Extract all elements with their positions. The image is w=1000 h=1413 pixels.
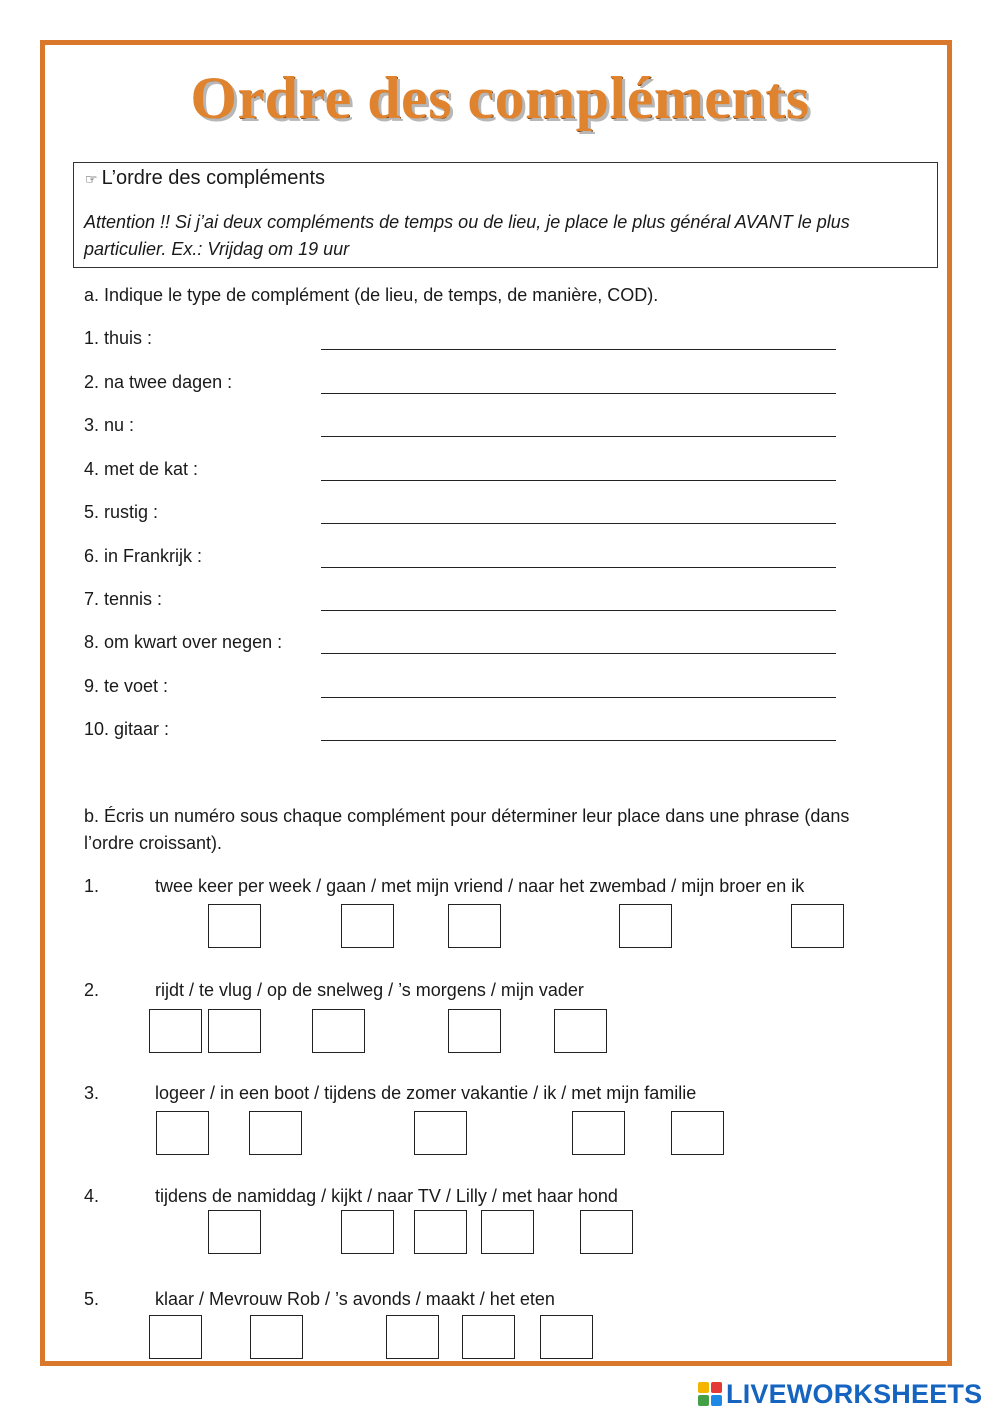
exercise-sentence: twee keer per week / gaan / met mijn vriend / naar het zwembad / mijn broer en ik — [155, 876, 805, 896]
section-a-item-label: 1. thuis : — [84, 328, 153, 348]
section-a-item-label: 2. na twee dagen : — [84, 372, 233, 392]
order-input-box[interactable] — [462, 1315, 515, 1359]
order-input-box[interactable] — [341, 904, 394, 948]
rule-note-body: Attention !! Si j’ai deux compléments de temps ou de lieu, je place le plus général AVANT le plus particulier. Ex.: Vrijdag om 19 uur — [84, 212, 850, 259]
answer-line-8[interactable] — [321, 653, 836, 654]
order-input-box[interactable] — [386, 1315, 439, 1359]
order-input-box[interactable] — [540, 1315, 593, 1359]
section-a-item-label: 9. te voet : — [84, 676, 169, 696]
order-input-box[interactable] — [671, 1111, 724, 1155]
order-input-box[interactable] — [448, 1009, 501, 1053]
order-input-box[interactable] — [414, 1210, 467, 1254]
order-input-box[interactable] — [554, 1009, 607, 1053]
order-input-box[interactable] — [208, 1009, 261, 1053]
answer-line-7[interactable] — [321, 610, 836, 611]
section-a-item-label: 8. om kwart over negen : — [84, 632, 283, 652]
answer-line-3[interactable] — [321, 436, 836, 437]
answer-line-4[interactable] — [321, 480, 836, 481]
order-input-box[interactable] — [208, 1210, 261, 1254]
order-input-box[interactable] — [249, 1111, 302, 1155]
answer-line-9[interactable] — [321, 697, 836, 698]
order-input-box[interactable] — [481, 1210, 534, 1254]
section-a-item-label: 4. met de kat : — [84, 459, 199, 479]
pointing-hand-icon: ☞ — [85, 171, 98, 187]
order-input-box[interactable] — [580, 1210, 633, 1254]
liveworksheets-logo — [698, 1378, 982, 1410]
order-input-box[interactable] — [250, 1315, 303, 1359]
section-b-instruction: b. Écris un numéro sous chaque complément pour déterminer leur place dans une phrase (dans l’ordre croissant). — [84, 806, 850, 853]
logo-grid-icon — [698, 1382, 722, 1406]
order-input-box[interactable] — [341, 1210, 394, 1254]
section-a-item-label: 7. tennis : — [84, 589, 163, 609]
exercise-number: 4. — [84, 1186, 100, 1206]
order-input-box[interactable] — [619, 904, 672, 948]
section-a-item-label: 3. nu : — [84, 415, 135, 435]
rule-note-heading-text: L’ordre des compléments — [101, 167, 326, 189]
exercise-number: 1. — [84, 876, 100, 896]
exercise-sentence: klaar / Mevrouw Rob / ’s avonds / maakt / het eten — [155, 1289, 555, 1309]
order-input-box[interactable] — [414, 1111, 467, 1155]
answer-line-1[interactable] — [321, 349, 836, 350]
order-input-box[interactable] — [791, 904, 844, 948]
exercise-number: 5. — [84, 1289, 100, 1309]
section-a-item-label: 6. in Frankrijk : — [84, 546, 203, 566]
section-a-item-label: 10. gitaar : — [84, 719, 170, 739]
order-input-box[interactable] — [156, 1111, 209, 1155]
exercise-number: 3. — [84, 1083, 100, 1103]
page-title: Ordre des compléments — [190, 65, 810, 131]
order-input-box[interactable] — [149, 1009, 202, 1053]
exercise-sentence: rijdt / te vlug / op de snelweg / ’s morgens / mijn vader — [155, 980, 584, 1000]
order-input-box[interactable] — [572, 1111, 625, 1155]
logo-text: LIVEWORKSHEETS — [726, 1378, 983, 1409]
order-input-box[interactable] — [208, 904, 261, 948]
answer-line-5[interactable] — [321, 523, 836, 524]
order-input-box[interactable] — [149, 1315, 202, 1359]
order-input-box[interactable] — [448, 904, 501, 948]
rule-note-heading — [85, 167, 325, 190]
exercise-sentence: tijdens de namiddag / kijkt / naar TV / Lilly / met haar hond — [155, 1186, 618, 1206]
rule-note-box — [73, 162, 938, 268]
exercise-sentence: logeer / in een boot / tijdens de zomer vakantie / ik / met mijn familie — [155, 1083, 697, 1103]
answer-line-10[interactable] — [321, 740, 836, 741]
order-input-box[interactable] — [312, 1009, 365, 1053]
answer-line-6[interactable] — [321, 567, 836, 568]
section-a-item-label: 5. rustig : — [84, 502, 159, 522]
exercise-number: 2. — [84, 980, 100, 1000]
answer-line-2[interactable] — [321, 393, 836, 394]
section-a-instruction: a. Indique le type de complément (de lieu, de temps, de manière, COD). — [84, 285, 659, 305]
